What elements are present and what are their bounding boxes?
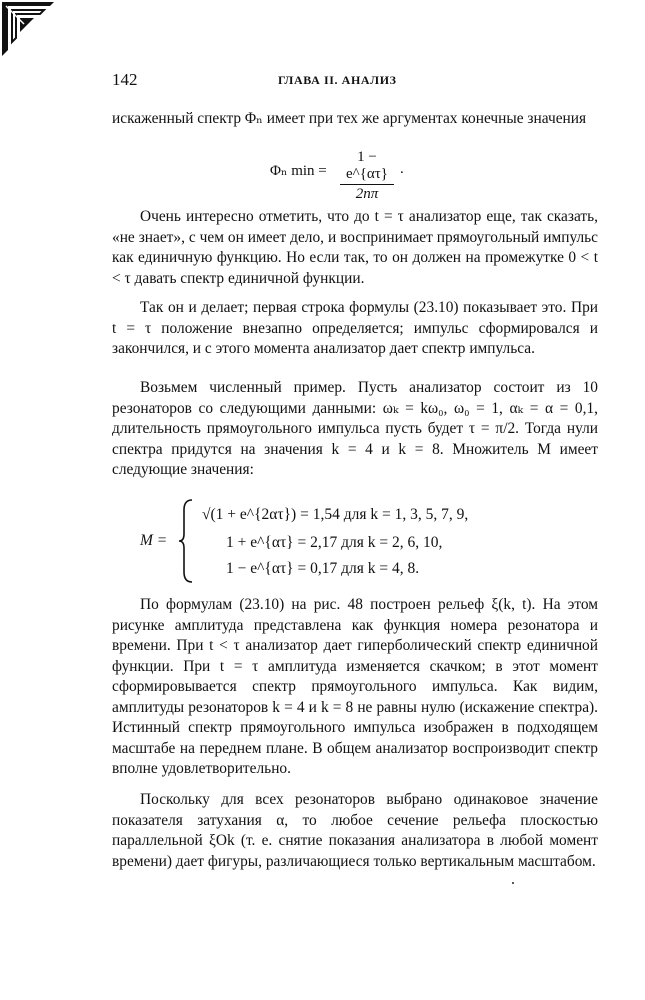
system-row-1 [202,506,468,524]
intro-text [112,109,598,130]
formula-phi-min [270,149,430,202]
system-row-3 [226,560,419,578]
page-number: 142 [112,70,138,89]
paragraph-text: Так он и делает; первая строка формулы (23.10) показывает это. При t = τ положение внезапно определяется; импульс сформировался и закончился, и с этого момента анализатор дает спектр импульса. [112,299,598,357]
curly-brace-icon [178,498,194,584]
ink-dot [512,882,514,884]
row-cond: для k = 1, 3, 5, 7, 9, [343,506,469,523]
running-head: ГЛАВА II. АНАЛИЗ [278,73,397,87]
page-header [112,70,598,92]
paragraph-text: Поскольку для всех резонаторов выбрано одинаковое значение показателя затухания α, то любое сечение рельефа плоскостью параллельной ξOk (т. е. снятие показания анализатора в любой момент времени) дает фигуры, различающиеся только вертикальным масштабом. [112,791,598,870]
row-expr: 1 + e^{ατ} = 2,17 [226,534,338,551]
formula-lhs: Φₙ min = [270,163,327,179]
paragraph-text: Очень интересно отметить, что до t = τ анализатор еще, так сказать, «не знает», с чем он имеет дело, и воспринимает прямоугольный импульс как единичную функцию. Но если так, то он должен на промежутке 0 < t < τ давать спектр единичной функции. [112,208,598,287]
system-lhs: M = [140,532,168,549]
formula-denominator: 2nπ [355,186,379,202]
row-cond: для k = 4, 8. [341,560,420,577]
system-of-equations [140,498,560,588]
paragraph-2 [112,298,598,360]
system-row-2 [226,534,442,552]
row-cond: для k = 2, 6, 10, [341,534,443,551]
formula-numerator: 1 − e^{ατ} [340,149,394,185]
paragraph-text: Возьмем численный пример. Пусть анализатор состоит из 10 резонаторов со следующими данными: ωₖ = kω₀, ω₀ = 1, αₖ = α = 0,1, длительность прямоугольного импульса пусть будет τ = π/2. Тогда нули спектра придутся на значения k = 4 и k = 8. Множитель M имеет следующие значения: [112,379,598,478]
corner-ornament-icon [0,0,58,58]
paragraph-text: По формулам (23.10) на рис. 48 построен рельеф ξ(k, t). На этом рисунке амплитуда представлена как функция номера резонатора и времени. При t < τ анализатор дает гиперболический спектр единичной функции. При t = τ амплитуда изменяется скачком; в этот момент сформировывается спектр прямоугольного импульса. Как видим, амплитуды резонаторов k = 4 и k = 8 не равны нулю (искажение спектра). Истинный спектр прямоугольного импульса изображен в подходящем масштабе на переднем плане. В общем анализатор воспроизводит спектр вполне удовлетворительно. [112,596,598,777]
paragraph-1 [112,207,598,289]
row-expr: 1 − e^{ατ} = 0,17 [226,560,338,577]
paragraph-3 [112,378,598,481]
paragraph-5 [112,790,598,872]
paragraph-4 [112,595,598,780]
row-expr: √(1 + e^{2ατ}) = 1,54 [202,506,340,523]
formula-fraction [340,149,394,203]
intro-paragraph: искаженный спектр Φₙ имеет при тех же аргументах конечные значения [112,110,587,127]
formula-period: . [400,161,404,177]
